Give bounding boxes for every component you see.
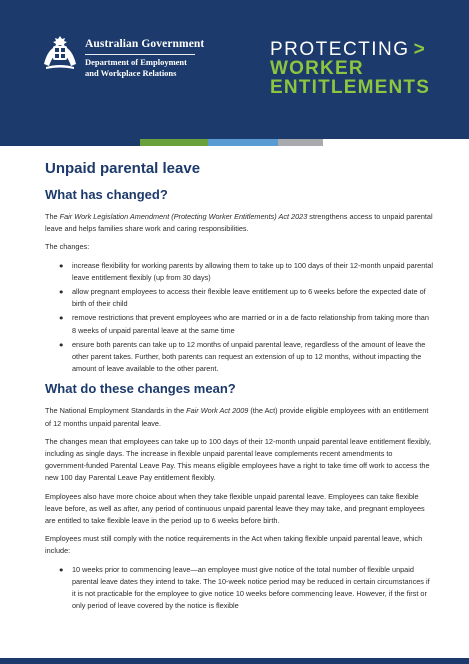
list-item-text: allow pregnant employees to access their flexible leave entitlement up to 6 weeks before the expected date of birth of their child <box>72 287 426 309</box>
paragraph-text-start: The National Employment Standards in the <box>45 406 187 416</box>
coat-of-arms-icon <box>40 34 80 70</box>
government-divider <box>85 54 195 55</box>
stripe-2 <box>140 139 208 146</box>
department-line-2: and Workplace Relations <box>85 67 177 78</box>
list-item-text: ensure both parents can take up to 12 months of unpaid parental leave, regardless of the amount of leave the other parent takes. Further, both parents can request an extension of up to 12 months, without impacting the amount of leave available to the other parent. <box>72 339 426 374</box>
bullet-icon: ● <box>59 287 64 297</box>
logo-word-protecting: PROTECTING <box>270 39 410 60</box>
intro-paragraph <box>45 211 433 235</box>
logo-line-2: WORKER <box>270 58 364 79</box>
color-stripes <box>0 139 469 146</box>
notice-list <box>45 564 433 613</box>
list-item-text: increase flexibility for working parents by allowing them to take up to 100 days of their 12-month unpaid parental leave entitlement flexibly (up from 30 days) <box>72 260 433 282</box>
chevron-right-icon: > <box>413 39 427 60</box>
list-item <box>59 564 433 613</box>
logo-line-3: ENTITLEMENTS <box>270 77 431 98</box>
department-name <box>85 57 187 78</box>
bullet-icon: ● <box>59 564 64 574</box>
stripe-1 <box>0 139 140 146</box>
section-heading-what-has-changed: What has changed? <box>45 187 168 202</box>
list-item-text: remove restrictions that prevent employees who are married or in a de facto relationship from taking more than 8 weeks of unpaid parental leave at the same time <box>72 313 429 335</box>
logo-line-1 <box>270 40 430 59</box>
act-name: Fair Work Legislation Amendment (Protecting Worker Entitlements) Act 2023 <box>59 212 308 221</box>
paragraph-text-end: (the Act) provide eligible employees with an entitlement of 12 months unpaid parental leave. <box>45 406 429 428</box>
bullet-icon: ● <box>59 339 64 349</box>
stripe-3 <box>208 139 278 146</box>
document-body <box>45 160 433 618</box>
protecting-worker-entitlements-logo <box>270 40 430 97</box>
paragraph-more-choice: Employees also have more choice about when they take flexible unpaid parental leave. Employees can take flexible leave before, as well as after, any period of continuous unpaid parental leave they may take, and pregnant employees are entitled to take flexible leave in the period up to 6 weeks before birth. <box>45 491 425 526</box>
government-title: Australian Government <box>85 38 205 50</box>
stripe-4 <box>278 139 323 146</box>
department-line-1: Department of Employment <box>85 57 187 67</box>
list-item <box>59 260 433 284</box>
list-item <box>59 286 433 310</box>
list-item <box>59 312 433 336</box>
page-title: Unpaid parental leave <box>45 160 201 177</box>
bullet-icon: ● <box>59 313 64 323</box>
act-name: Fair Work Act 2009 <box>186 406 249 416</box>
intro-text-start: The <box>45 212 60 221</box>
section-heading-what-do-changes-mean: What do these changes mean? <box>45 381 236 397</box>
intro-text-end: strengthens access to unpaid parental leave and helps families share work and caring responsibilities. <box>45 212 433 234</box>
paragraph-nes <box>45 405 433 429</box>
bullet-icon: ● <box>59 260 64 270</box>
header-banner <box>0 0 469 139</box>
footer-bar <box>0 658 469 664</box>
paragraph-changes-mean: The changes mean that employees can take up to 100 days of their 12-month unpaid parental leave entitlement flexibly, including as single days. The increase in flexible unpaid parental leave complements recent amendments to government-funded Parental Leave Pay. This means eligible employees have a right to take time off work to access the new 100 day Parental Leave Pay entitlement flexibly. <box>45 436 432 483</box>
list-item <box>59 339 433 376</box>
paragraph-notice-requirements: Employees must still comply with the notice requirements in the Act when taking flexible unpaid parental leave, which include: <box>45 534 423 556</box>
changes-list <box>45 260 433 376</box>
list-item-text: 10 weeks prior to commencing leave—an employee must give notice of the total number of flexible unpaid parental leave dates they intend to take. The 10-week notice period may be reduced in certain circumstances if it is not practicable for the employee to give notice 10 weeks before commencing leave. However, if the first or only period of leave covered by the notice is flexible <box>72 564 430 611</box>
changes-label: The changes: <box>45 242 90 252</box>
